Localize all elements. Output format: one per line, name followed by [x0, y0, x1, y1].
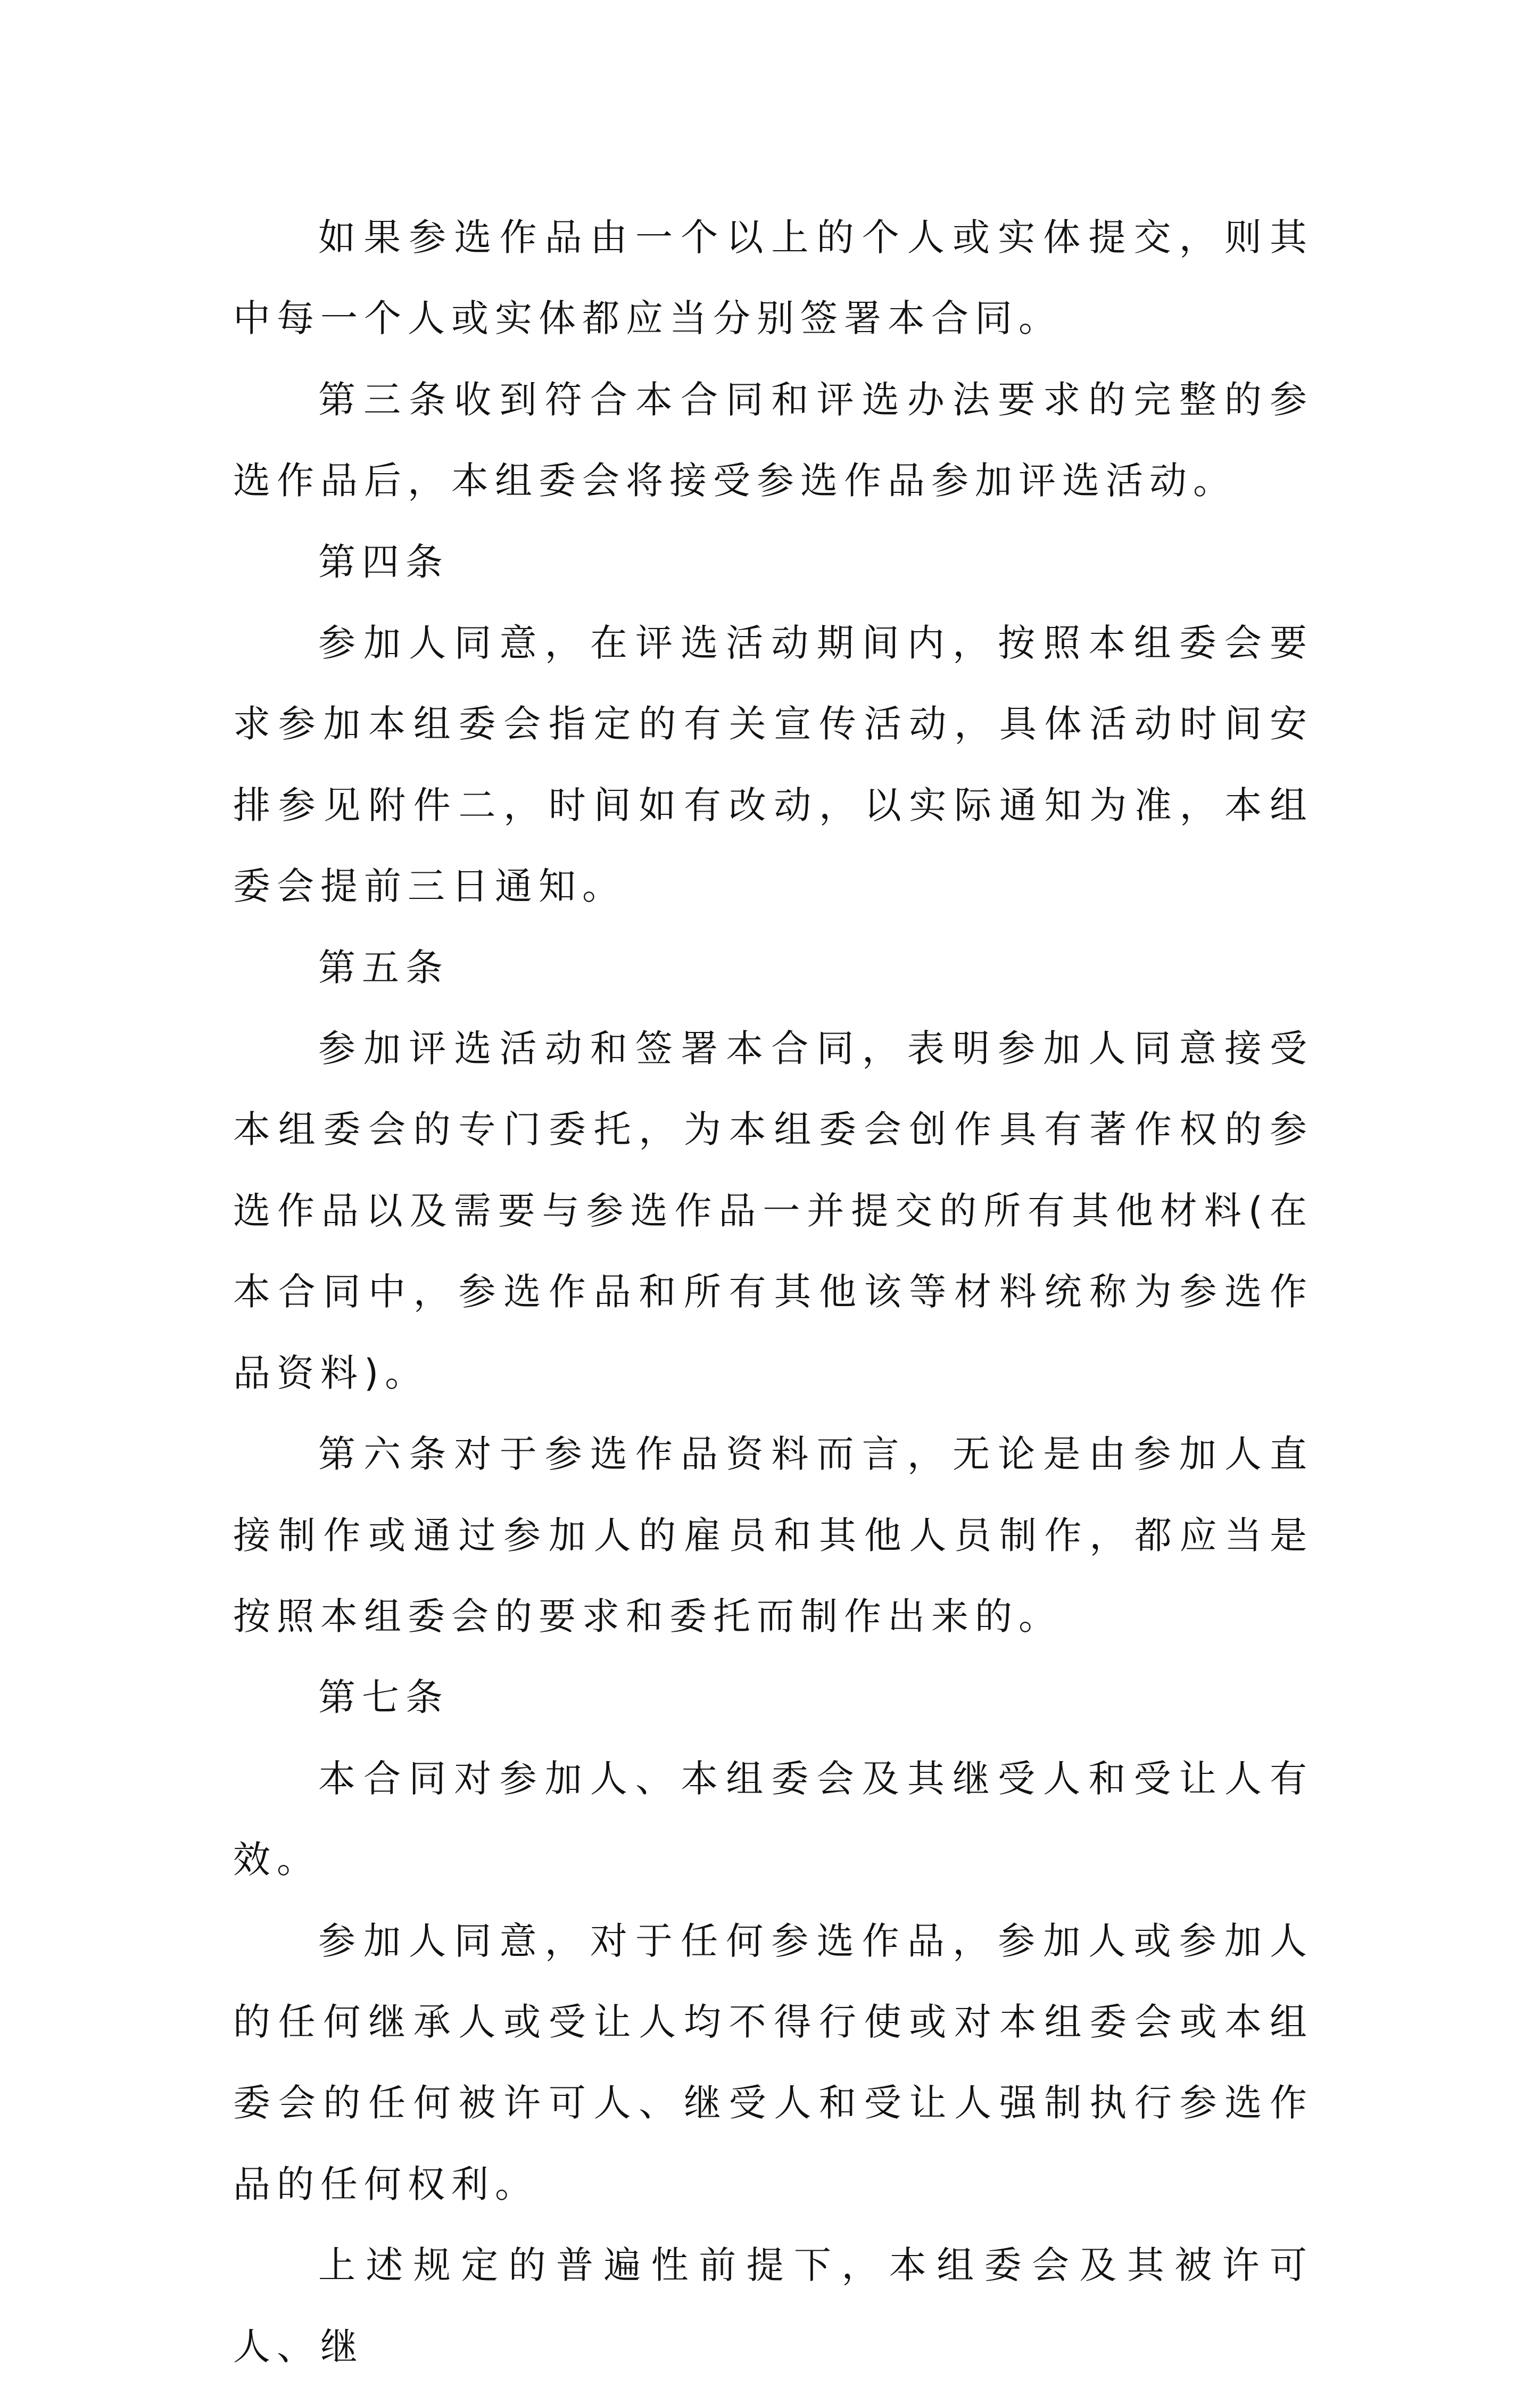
heading-article-7: 第七条	[318, 1675, 449, 1720]
paragraph-commission: 参加评选活动和签署本合同，表明参加人同意接受本组委会的专门委托，为本组委会创作具有著作权的参选作品以及需要与参选作品一并提交的所有其他材料(在本合同中，参选作品和所有其他该等材料统称为参选作品资料)。	[233, 1027, 1313, 1395]
paragraph-article-6: 第六条对于参选作品资料而言，无论是由参加人直接制作或通过参加人的雇员和其他人员制作，都应当是按照本组委会的要求和委托而制作出来的。	[233, 1432, 1313, 1638]
document-body	[233, 197, 1313, 2387]
heading-article-5: 第五条	[318, 945, 449, 989]
heading-article-4: 第四条	[318, 540, 449, 584]
paragraph-waiver-of-rights: 参加人同意，对于任何参选作品，参加人或参加人的任何继承人或受让人均不得行使或对本组委会或本组委会的任何被许可人、继受人和受让人强制执行参选作品的任何权利。	[233, 1919, 1313, 2206]
paragraph-promotion-activities: 参加人同意，在评选活动期间内，按照本组委会要求参加本组委会指定的有关宣传活动，具体活动时间安排参见附件二，时间如有改动，以实际通知为准，本组委会提前三日通知。	[233, 621, 1313, 908]
paragraph-generality: 上述规定的普遍性前提下，本组委会及其被许可人、继	[233, 2243, 1313, 2368]
paragraph-contract-validity: 本合同对参加人、本组委会及其继受人和受让人有效。	[233, 1756, 1313, 1882]
paragraph-multi-entrant: 如果参选作品由一个以上的个人或实体提交，则其中每一个人或实体都应当分别签署本合同。	[233, 216, 1313, 341]
paragraph-article-3: 第三条收到符合本合同和评选办法要求的完整的参选作品后，本组委会将接受参选作品参加评选活动。	[233, 377, 1313, 503]
